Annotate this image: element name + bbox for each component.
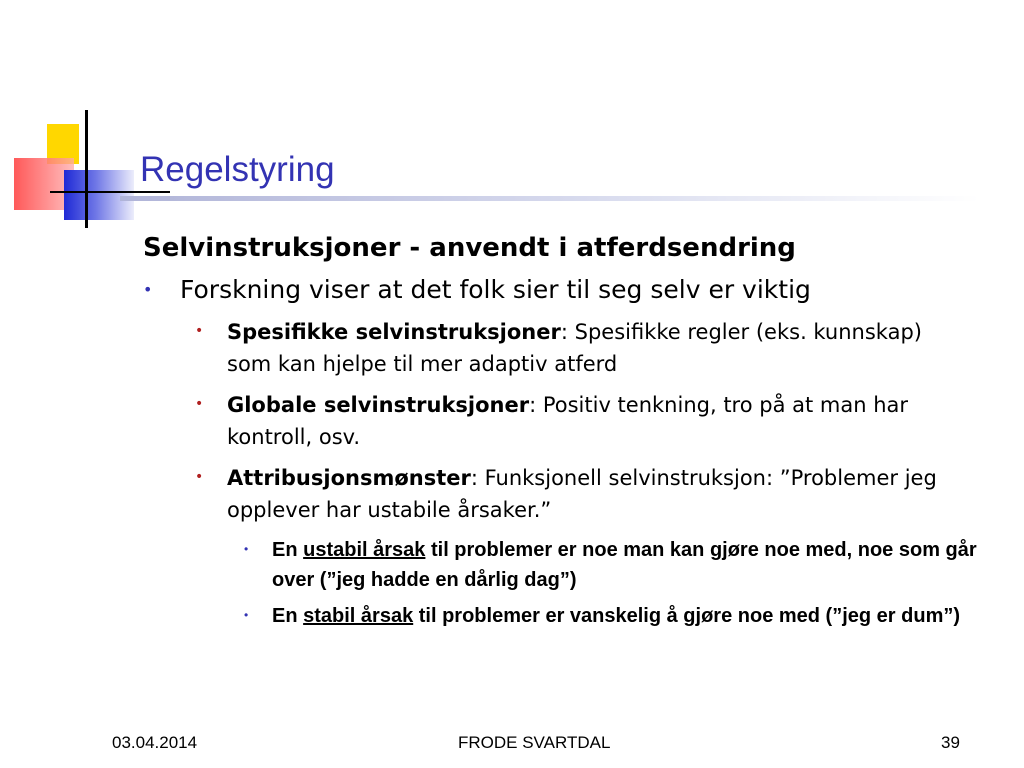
term: Spesifikke selvinstruksjoner xyxy=(227,320,561,344)
sub-sub-point-stable xyxy=(244,601,982,631)
sub-point-specific xyxy=(195,316,947,380)
logo-vertical-line xyxy=(85,110,88,228)
content-heading: Selvinstruksjoner - anvendt i atferdsendring xyxy=(143,233,796,263)
lead-text: En xyxy=(272,539,304,561)
title-underline xyxy=(120,196,980,201)
description: Funksjonell selvinstruksjon: ”Problemer jeg opplever har ustabile årsaker.” xyxy=(227,466,937,522)
bullet-point xyxy=(143,274,988,306)
bullet-icon: • xyxy=(195,469,204,485)
page-number: 39 xyxy=(941,733,960,752)
term-colon: : xyxy=(560,320,568,344)
description: Spesifikke regler (eks. kunnskap) som kan hjelpe til mer adaptiv atferd xyxy=(227,320,922,376)
term: Attribusjonsmønster xyxy=(227,466,471,490)
footer-author: FRODE SVARTDAL xyxy=(458,733,611,752)
bullet-icon: • xyxy=(195,323,204,339)
bullet-icon: • xyxy=(143,280,153,299)
bullet-text: Forskning viser at det folk sier til seg selv er viktig xyxy=(180,275,811,304)
trail-text: til problemer er noe man kan gjøre noe med, noe som går over (”jeg hadde en dårlig dag”) xyxy=(272,539,977,591)
sub-sub-point-unstable xyxy=(244,535,982,595)
key-term: ustabil årsak xyxy=(303,539,426,561)
key-term: stabil årsak xyxy=(303,605,414,627)
description: Positiv tenkning, tro på at man har kontroll, osv. xyxy=(227,393,909,449)
bullet-icon: • xyxy=(244,608,249,622)
sub-point-global xyxy=(195,389,947,453)
logo-blue-square xyxy=(64,170,134,220)
slide-title: Regelstyring xyxy=(140,150,335,189)
term-colon: : xyxy=(470,466,478,490)
slide-content xyxy=(143,230,988,637)
trail-text: til problemer er vanskelig å gjøre noe med (”jeg er dum”) xyxy=(413,605,961,627)
term-colon: : xyxy=(529,393,537,417)
lead-text: En xyxy=(272,605,304,627)
sub-point-attribution xyxy=(195,462,947,526)
footer-date: 03.04.2014 xyxy=(112,733,198,752)
bullet-icon: • xyxy=(244,542,249,556)
term: Globale selvinstruksjoner xyxy=(227,393,530,417)
bullet-icon: • xyxy=(195,396,204,412)
